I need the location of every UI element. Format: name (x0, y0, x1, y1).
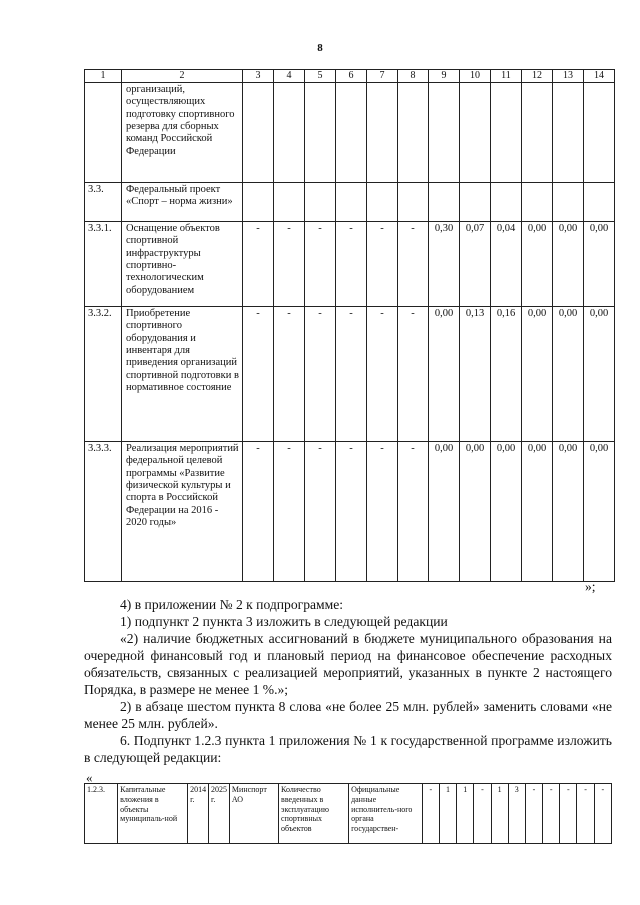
cell (274, 82, 305, 182)
indicator: Количество введенных в эксплуатацию спортивных объектов (279, 784, 349, 844)
cell: 0,00 (553, 221, 584, 306)
open-quote: « (86, 770, 93, 785)
cell (429, 82, 460, 182)
cell (305, 82, 336, 182)
cell: - (336, 441, 367, 581)
paragraph: 6. Подпункт 1.2.3 пункта 1 приложения № 1 к государственной программе изложить в следующей редакции: (84, 733, 612, 765)
amendment-text (84, 596, 612, 766)
cell: - (243, 306, 274, 441)
cell: - (398, 306, 429, 441)
header-cell: 11 (491, 70, 522, 83)
header-cell: 4 (274, 70, 305, 83)
cell: - (274, 441, 305, 581)
subitem-number: 1.2.3. (85, 784, 118, 844)
header-cell: 10 (460, 70, 491, 83)
cell: 0,00 (460, 441, 491, 581)
cell: 0,00 (429, 441, 460, 581)
header-cell: 7 (367, 70, 398, 83)
paragraph: 2) в абзаце шестом пункта 8 слова «не более 25 млн. рублей» заменить словами «не менее 25 млн. рублей». (84, 699, 612, 731)
cell (584, 82, 615, 182)
value-cell: 1 (439, 784, 456, 844)
value-cell: 1 (457, 784, 474, 844)
cell (398, 82, 429, 182)
cell: - (398, 221, 429, 306)
table-row (85, 182, 615, 221)
table-row (85, 221, 615, 306)
header-cell: 2 (122, 70, 243, 83)
header-cell: 14 (584, 70, 615, 83)
value-cell: 3 (508, 784, 525, 844)
cell: 0,00 (429, 306, 460, 441)
cell: 0,00 (522, 441, 553, 581)
row-description: Приобретение спортивного оборудования и инвентаря для приведения организаций спортивной подготовки в нормативное состояние (122, 306, 243, 441)
cell (460, 82, 491, 182)
header-cell: 5 (305, 70, 336, 83)
row-number (85, 82, 122, 182)
header-cell: 12 (522, 70, 553, 83)
cell: - (243, 221, 274, 306)
table-row (85, 784, 612, 844)
value-cell: - (474, 784, 491, 844)
cell: - (274, 306, 305, 441)
value-cell: - (422, 784, 439, 844)
header-cell: 6 (336, 70, 367, 83)
cell (305, 182, 336, 221)
value-cell: - (543, 784, 560, 844)
cell (491, 82, 522, 182)
value-cell: - (525, 784, 542, 844)
closing-mark: »; (585, 579, 596, 594)
cell: - (305, 441, 336, 581)
cell: 0,00 (584, 441, 615, 581)
cell (522, 182, 553, 221)
row-description: Федеральный проект «Спорт – норма жизни» (122, 182, 243, 221)
header-cell: 9 (429, 70, 460, 83)
cell (367, 82, 398, 182)
cell (584, 182, 615, 221)
row-description: Оснащение объектов спортивной инфраструктуры спортивно-технологическим оборудованием (122, 221, 243, 306)
cell: - (367, 221, 398, 306)
cell (460, 182, 491, 221)
cell: 0,00 (553, 306, 584, 441)
table-row (85, 306, 615, 441)
cell: 0,00 (584, 221, 615, 306)
cell (429, 182, 460, 221)
page-number: 8 (317, 42, 323, 54)
cell: - (367, 441, 398, 581)
paragraph: 1) подпункт 2 пункта 3 изложить в следующей редакции (120, 614, 448, 629)
header-cell: 13 (553, 70, 584, 83)
cell: 0,07 (460, 221, 491, 306)
cell (243, 82, 274, 182)
header-cell: 8 (398, 70, 429, 83)
cell: - (274, 221, 305, 306)
cell: - (398, 441, 429, 581)
cell (553, 82, 584, 182)
value-cell: 1 (491, 784, 508, 844)
value-cell: - (594, 784, 611, 844)
cell: 0,00 (522, 306, 553, 441)
table-row (85, 82, 615, 182)
value-cell: - (560, 784, 577, 844)
executor: Минспорт АО (229, 784, 278, 844)
row-description: Реализация мероприятий федеральной целевой программы «Развитие физической культуры и спорта в Российской Федерации на 2016 - 2020 годы» (122, 441, 243, 581)
cell: 0,16 (491, 306, 522, 441)
paragraph: «2) наличие бюджетных ассигнований в бюджете муниципального образования на очередной финансовый год и плановый период на финансовое обеспечение расходных обязательств, связанных с реализацией мероприятий, указанных в пункте 2 настоящего Порядка, в размере не менее 1 %.»; (84, 631, 612, 697)
cell (491, 182, 522, 221)
cell: 0,04 (491, 221, 522, 306)
cell (367, 182, 398, 221)
row-number: 3.3.2. (85, 306, 122, 441)
cell: 0,00 (491, 441, 522, 581)
cell (243, 182, 274, 221)
row-number: 3.3.3. (85, 441, 122, 581)
cell: 0,13 (460, 306, 491, 441)
cell: - (336, 306, 367, 441)
cell (336, 182, 367, 221)
cell: 0,00 (522, 221, 553, 306)
cell: 0,00 (584, 306, 615, 441)
cell (398, 182, 429, 221)
cell (274, 182, 305, 221)
subitem-name: Капитальные вложения в объекты муниципаль-ной (118, 784, 188, 844)
cell: - (367, 306, 398, 441)
table-row (85, 441, 615, 581)
cell: - (336, 221, 367, 306)
data-source: Официальные данные исполнитель-ного органа государствен- (349, 784, 423, 844)
cell: - (305, 221, 336, 306)
year-end: 2025 г. (209, 784, 230, 844)
value-cell: - (577, 784, 594, 844)
row-description: организаций, осуществляющих подготовку спортивного резерва для сборных команд Российской Федерации (122, 82, 243, 182)
row-number: 3.3. (85, 182, 122, 221)
program-table (84, 69, 615, 582)
header-cell: 3 (243, 70, 274, 83)
year-start: 2014 г. (188, 784, 209, 844)
subitem-table (84, 783, 612, 844)
cell (336, 82, 367, 182)
paragraph: 4) в приложении № 2 к подпрограмме: (120, 597, 344, 612)
cell: 0,30 (429, 221, 460, 306)
table-header-row (85, 70, 615, 83)
cell: 0,00 (553, 441, 584, 581)
cell: - (305, 306, 336, 441)
cell: - (243, 441, 274, 581)
header-cell: 1 (85, 70, 122, 83)
cell (553, 182, 584, 221)
row-number: 3.3.1. (85, 221, 122, 306)
cell (522, 82, 553, 182)
